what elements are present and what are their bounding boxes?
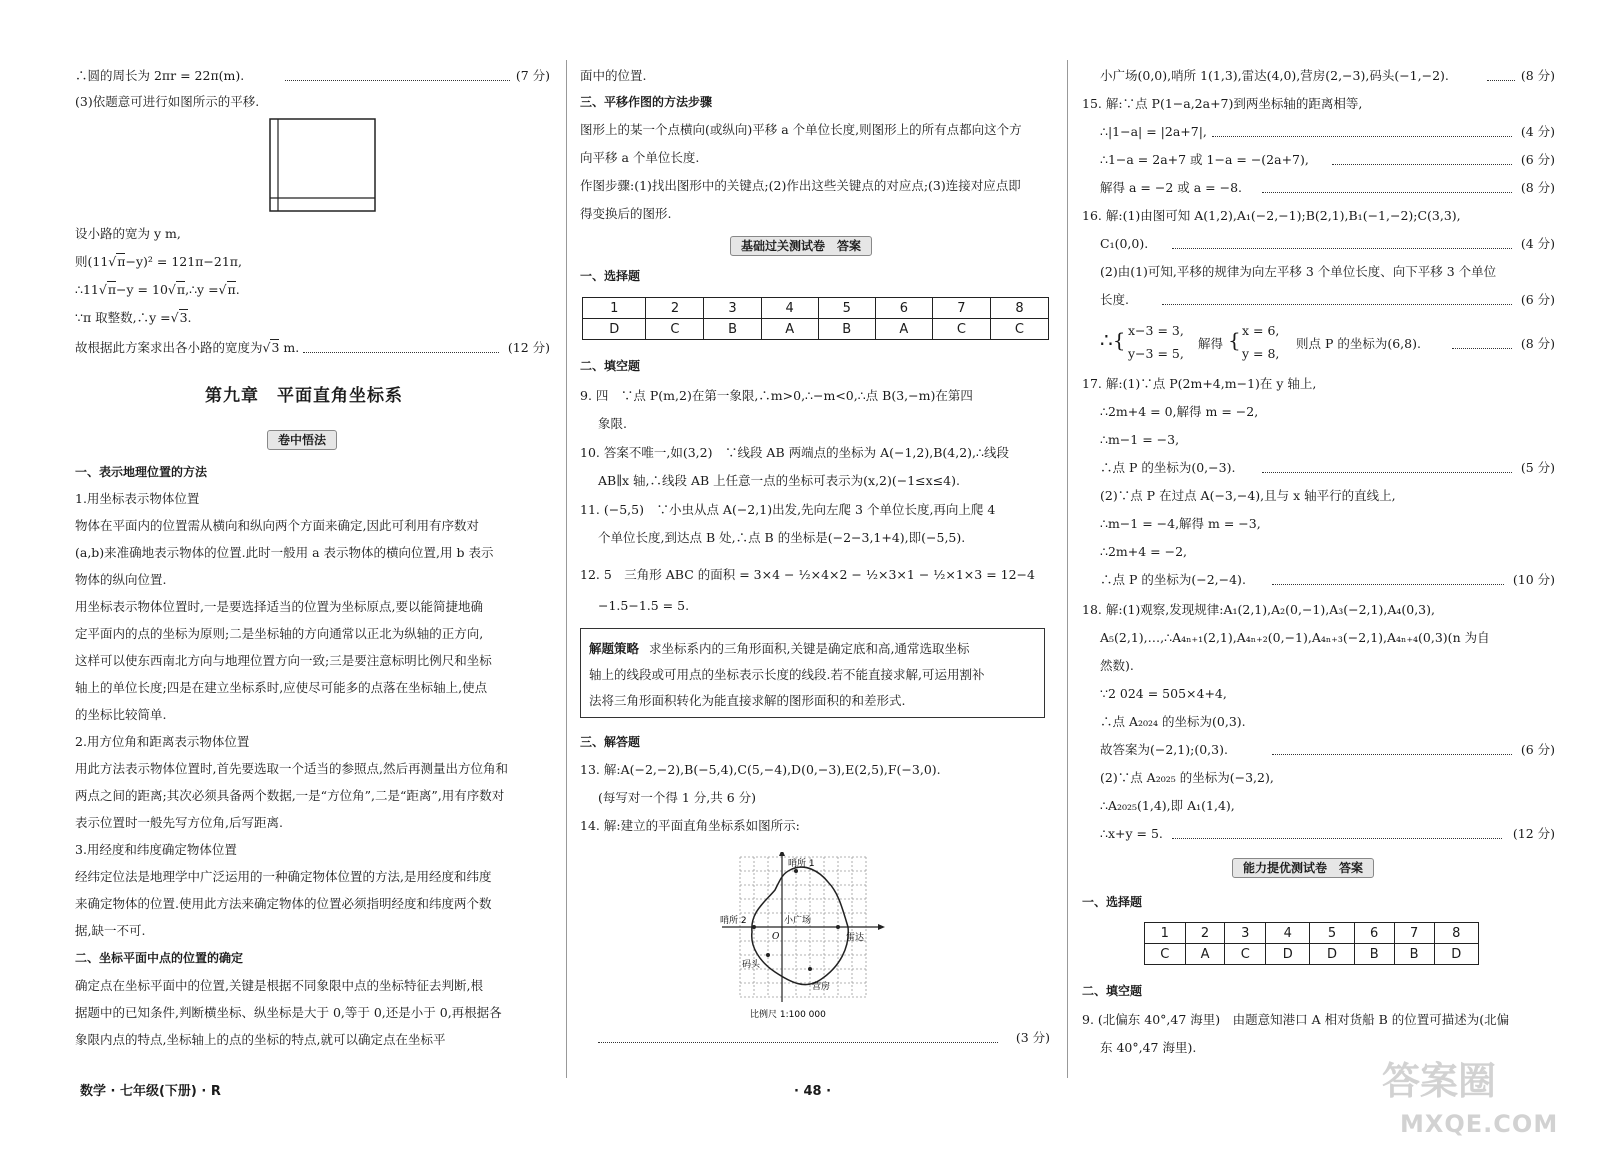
strategy-title: 解题策略 xyxy=(589,641,640,656)
text-line: AB∥x 轴,∴线段 AB 上任意一点的坐标可表示为(x,2)(−1≤x≤4). xyxy=(598,473,960,488)
dot-leader xyxy=(303,352,499,353)
translation-figure xyxy=(269,118,377,214)
text-line: ∴点 P 的坐标为(−2,−4). xyxy=(1100,572,1246,587)
text-line: 据,缺一不可. xyxy=(75,923,146,938)
text-line: 9. (北偏东 40°,47 海里) 由题意知港口 A 相对货船 B 的位置可描述为(北偏 xyxy=(1082,1012,1510,1027)
text-line: 确定点在坐标平面中的位置,关键是根据不同象限中点的坐标特征去判断,根 xyxy=(75,978,483,993)
map-label: 码头 xyxy=(742,960,761,970)
watermark-url: MXQE.COM xyxy=(1400,1110,1559,1138)
text-line: 13. 解:A(−2,−2),B(−5,4),C(5,−4),D(0,−3),E(2,5),F(−3,0). xyxy=(580,762,941,777)
text-line: 东 40°,47 海里). xyxy=(1100,1040,1197,1055)
table-cell: A xyxy=(875,319,932,340)
table-cell: 1 xyxy=(583,298,646,319)
page-number: · 48 · xyxy=(794,1084,832,1099)
column-left xyxy=(75,0,550,1158)
brace: { xyxy=(1228,328,1241,352)
table-cell: A xyxy=(1185,944,1225,965)
text-line: 用坐标表示物体位置时,一是要选择适当的位置为坐标原点,要以能简捷地确 xyxy=(75,599,483,614)
score: (6 分) xyxy=(1520,292,1555,307)
table-cell: 3 xyxy=(704,298,761,319)
answer-table xyxy=(582,297,1049,340)
text-line: (2)由(1)可知,平移的规律为向左平移 3 个单位长度、向下平移 3 个单位 xyxy=(1100,264,1497,279)
table-cell: B xyxy=(818,319,875,340)
map-label: 哨所 2 xyxy=(720,916,747,926)
text-line: 11. (−5,5) ∵小虫从点 A(−2,1)出发,先向左爬 3 个单位长度,再向上爬 4 xyxy=(580,502,996,517)
table-cell: 2 xyxy=(646,298,704,319)
dot-leader xyxy=(285,80,510,81)
section-badge: 能力提优测试卷 答案 xyxy=(1232,858,1374,878)
text-line: (每写对一个得 1 分,共 6 分) xyxy=(598,790,757,805)
strategy-box xyxy=(580,628,1045,718)
table-cell: 8 xyxy=(1434,923,1478,944)
text-line: ∴点 A₂₀₂₄ 的坐标为(0,3). xyxy=(1100,714,1246,729)
text-line: x = 6, xyxy=(1242,323,1280,338)
text-line: ∴1−a = 2a+7 或 1−a = −(2a+7), xyxy=(1100,152,1309,167)
text-line: ∴点 P 的坐标为(0,−3). xyxy=(1100,460,1236,475)
dot-leader xyxy=(1487,80,1515,81)
watermark-logo: 答案圈 xyxy=(1382,1059,1497,1103)
table-cell: 4 xyxy=(1266,923,1310,944)
score: (5 分) xyxy=(1520,460,1555,475)
text-line: 14. 解:建立的平面直角坐标系如图所示: xyxy=(580,818,800,833)
table-cell: 7 xyxy=(932,298,990,319)
text-line: 作图步骤:(1)找出图形中的关键点;(2)作出这些关键点的对应点;(3)连接对应点即 xyxy=(580,178,1021,193)
text-line: C₁(0,0). xyxy=(1100,236,1149,251)
table-cell: A xyxy=(761,319,818,340)
section-heading: 三、平移作图的方法步骤 xyxy=(580,95,713,109)
table-cell: 6 xyxy=(1354,923,1394,944)
score: (6 分) xyxy=(1520,152,1555,167)
column-right xyxy=(1082,0,1559,1158)
text-line: 设小路的宽为 y m, xyxy=(75,226,181,241)
text-line: 小广场(0,0),哨所 1(1,3),雷达(4,0),营房(2,−3),码头(−1,−2). xyxy=(1100,68,1449,83)
table-cell: 4 xyxy=(761,298,818,319)
score: (12 分) xyxy=(1512,826,1555,841)
text-line: 的坐标比较简单. xyxy=(75,707,167,722)
sub-heading: 2.用方位角和距离表示物体位置 xyxy=(75,734,250,749)
text-line: ∴2m+4 = −2, xyxy=(1100,544,1188,559)
text-line: ∴m−1 = −3, xyxy=(1100,432,1180,447)
column-divider xyxy=(1067,60,1068,1078)
text-line: 两点之间的距离;其次必须具备两个数据,一是“方位角”,二是“距离”,用有序数对 xyxy=(75,788,505,803)
map-label: 哨所 1 xyxy=(788,859,815,869)
table-cell: 6 xyxy=(875,298,932,319)
table-cell: 2 xyxy=(1185,923,1225,944)
map-label: O xyxy=(772,932,780,942)
text-line: 据题中的已知条件,判断横坐标、纵坐标是大于 0,等于 0,还是小于 0,再根据各 xyxy=(75,1005,502,1020)
text-line: 面中的位置. xyxy=(580,68,647,83)
dot-leader xyxy=(1262,192,1512,193)
score: (3 分) xyxy=(1015,1030,1050,1045)
section-heading: 二、填空题 xyxy=(580,359,641,373)
text-line: x−3 = 3, xyxy=(1128,323,1184,338)
score: (8 分) xyxy=(1520,68,1555,83)
text-line: 定平面内的点的坐标为原则;二是坐标轴的方向通常以正北为纵轴的正方向, xyxy=(75,626,484,641)
dot-leader xyxy=(1272,584,1504,585)
text-line: 轴上的单位长度;四是在建立坐标系时,应使尽可能多的点落在坐标轴上,使点 xyxy=(75,680,488,695)
map-label: 小广场 xyxy=(784,916,812,926)
table-cell: D xyxy=(1310,944,1354,965)
score: (12 分) xyxy=(507,340,550,355)
text-line: ∴11√π−y = 10√π,∴y =√π. xyxy=(75,282,240,297)
text-line: 18. 解:(1)观察,发现规律:A₁(2,1),A₂(0,−1),A₃(−2,1),A₄(0,3), xyxy=(1082,602,1435,617)
score: (7 分) xyxy=(515,68,550,83)
answer-table xyxy=(1144,922,1479,965)
text-line: 17. 解:(1)∵点 P(2m+4,m−1)在 y 轴上, xyxy=(1082,376,1317,391)
column-middle xyxy=(580,0,1050,1158)
strategy-text: 求坐标系内的三角形面积,关键是确定底和高,通常选取坐标 xyxy=(649,641,970,656)
text-line: (a,b)来准确地表示物体的位置.此时一般用 a 表示物体的横向位置,用 b 表示 xyxy=(75,545,494,560)
brace: ∴{ xyxy=(1100,328,1126,352)
section-heading: 一、表示地理位置的方法 xyxy=(75,465,208,479)
section-badge: 基础过关测试卷 答案 xyxy=(730,236,872,256)
section-badge: 卷中悟法 xyxy=(267,430,337,450)
coordinate-map xyxy=(720,852,900,1022)
score: (10 分) xyxy=(1512,572,1555,587)
text-line: 个单位长度,到达点 B 处,∴点 B 的坐标是(−2−3,1+4),即(−5,5). xyxy=(598,530,966,545)
section-heading: 一、选择题 xyxy=(580,269,641,283)
text-line: 15. 解:∵点 P(1−a,2a+7)到两坐标轴的距离相等, xyxy=(1082,96,1363,111)
table-cell: C xyxy=(1225,944,1266,965)
table-cell: D xyxy=(583,319,646,340)
dot-leader xyxy=(598,1042,998,1043)
text-line: ∴A₂₀₂₅(1,4),即 A₁(1,4), xyxy=(1100,798,1235,813)
text-line: ∴x+y = 5. xyxy=(1100,826,1163,841)
column-divider xyxy=(566,60,567,1078)
dot-leader xyxy=(1172,838,1502,839)
footer-book-info: 数学 · 七年级(下册) · R xyxy=(80,1084,221,1099)
text-line: 10. 答案不唯一,如(3,2) ∵线段 AB 两端点的坐标为 A(−1,2),B(4,2),∴线段 xyxy=(580,445,1009,460)
text-line: ∵π 取整数,∴y =√3. xyxy=(75,310,192,325)
text-line: 长度. xyxy=(1100,292,1129,307)
section-heading: 三、解答题 xyxy=(580,735,641,749)
text-line: 得变换后的图形. xyxy=(580,206,672,221)
strategy-text: 法将三角形面积转化为能直接求解的图形面积的和差形式. xyxy=(589,693,906,708)
text-line: 故答案为(−2,1);(0,3). xyxy=(1100,742,1228,757)
text-line: 则(11√π−y)² = 121π−21π, xyxy=(75,254,242,269)
text-line: y = 8, xyxy=(1242,346,1280,361)
text-line: 物体在平面内的位置需从横向和纵向两个方面来确定,因此可利用有序数对 xyxy=(75,518,479,533)
table-cell: C xyxy=(646,319,704,340)
text-line: A₅(2,1),…,∴A₄ₙ₊₁(2,1),A₄ₙ₊₂(0,−1),A₄ₙ₊₃(−2,1),A₄ₙ₊₄(0,3)(n 为自 xyxy=(1100,630,1490,645)
score: (4 分) xyxy=(1520,236,1555,251)
text-line: 经纬定位法是地理学中广泛运用的一种确定物体位置的方法,是用经度和纬度 xyxy=(75,869,492,884)
table-cell: 5 xyxy=(818,298,875,319)
dot-leader xyxy=(1162,304,1512,305)
text-line: 则点 P 的坐标为(6,8). xyxy=(1296,336,1421,351)
text-line: 16. 解:(1)由图可知 A(1,2),A₁(−2,−1);B(2,1),B₁(−1,−2);C(3,3), xyxy=(1082,208,1461,223)
dot-leader xyxy=(1332,164,1512,165)
sub-heading: 3.用经度和纬度确定物体位置 xyxy=(75,842,237,857)
table-cell: C xyxy=(932,319,990,340)
table-cell: B xyxy=(1394,944,1434,965)
table-cell: 7 xyxy=(1394,923,1434,944)
score: (8 分) xyxy=(1520,336,1555,351)
text-line: 解得 xyxy=(1198,336,1224,351)
text-line: 表示位置时一般先写方位角,后写距离. xyxy=(75,815,283,830)
text-line: 向平移 a 个单位长度. xyxy=(580,150,700,165)
text-line: y−3 = 5, xyxy=(1128,346,1184,361)
table-cell: C xyxy=(1145,944,1186,965)
section-heading: 二、坐标平面中点的位置的确定 xyxy=(75,951,244,965)
table-cell: 8 xyxy=(990,298,1048,319)
section-heading: 二、填空题 xyxy=(1082,984,1143,998)
table-cell: D xyxy=(1434,944,1478,965)
text-line: ∵2 024 = 505×4+4, xyxy=(1100,686,1227,701)
table-cell: B xyxy=(1354,944,1394,965)
text-line: 故根据此方案求出各小路的宽度为√3 m. xyxy=(75,340,300,355)
text-line: ∴2m+4 = 0,解得 m = −2, xyxy=(1100,404,1259,419)
text-line: 9. 四 ∵点 P(m,2)在第一象限,∴m>0,∴−m<0,∴点 B(3,−m)在第四 xyxy=(580,388,973,403)
section-heading: 一、选择题 xyxy=(1082,895,1143,909)
text-line: (3)依题意可进行如图所示的平移. xyxy=(75,94,260,109)
text-line: 图形上的某一个点横向(或纵向)平移 a 个单位长度,则图形上的所有点都向这个方 xyxy=(580,122,1022,137)
dot-leader xyxy=(1172,248,1512,249)
text-line: 解得 a = −2 或 a = −8. xyxy=(1100,180,1242,195)
map-label: 雷达 xyxy=(846,933,865,943)
table-cell: 5 xyxy=(1310,923,1354,944)
text-line: (2)∵点 A₂₀₂₅ 的坐标为(−3,2), xyxy=(1100,770,1274,785)
dot-leader xyxy=(1452,348,1512,349)
map-scale: 比例尺 1:100 000 xyxy=(750,1010,826,1020)
map-label: 营房 xyxy=(812,982,831,992)
text-line: 来确定物体的位置.使用此方法来确定物体的位置必须指明经度和纬度两个数 xyxy=(75,896,492,911)
text-line: 象限内点的特点,坐标轴上的点的坐标的特点,就可以确定点在坐标平 xyxy=(75,1032,446,1047)
score: (8 分) xyxy=(1520,180,1555,195)
text-line: 物体的纵向位置. xyxy=(75,572,167,587)
table-cell: 1 xyxy=(1145,923,1186,944)
table-cell: B xyxy=(704,319,761,340)
text-line: 然数). xyxy=(1100,658,1134,673)
text-line: −1.5−1.5 = 5. xyxy=(598,598,690,613)
score: (4 分) xyxy=(1520,124,1555,139)
strategy-text: 轴上的线段或可用点的坐标表示长度的线段.若不能直接求解,可运用割补 xyxy=(589,667,985,682)
table-cell: C xyxy=(990,319,1048,340)
table-cell: D xyxy=(1266,944,1310,965)
dot-leader xyxy=(1212,136,1512,137)
text-line: 用此方法表示物体位置时,首先要选取一个适当的参照点,然后再测量出方位角和 xyxy=(75,761,508,776)
text-line: ∴圆的周长为 2πr = 22π(m). xyxy=(75,68,245,83)
dot-leader xyxy=(1272,754,1512,755)
text-line: ∴|1−a| = |2a+7|, xyxy=(1100,124,1207,139)
chapter-title: 第九章 平面直角坐标系 xyxy=(205,386,403,406)
table-cell: 3 xyxy=(1225,923,1266,944)
score: (6 分) xyxy=(1520,742,1555,757)
sub-heading: 1.用坐标表示物体位置 xyxy=(75,491,200,506)
text-line: 这样可以使东西南北方向与地理位置方向一致;三是要注意标明比例尺和坐标 xyxy=(75,653,492,668)
dot-leader xyxy=(1262,472,1512,473)
text-line: 象限. xyxy=(598,416,627,431)
text-line: 12. 5 三角形 ABC 的面积 = 3×4 − ½×4×2 − ½×3×1 − ½×1×3 = 12−4 xyxy=(580,567,1035,582)
text-line: ∴m−1 = −4,解得 m = −3, xyxy=(1100,516,1261,531)
text-line: (2)∵点 P 在过点 A(−3,−4),且与 x 轴平行的直线上, xyxy=(1100,488,1396,503)
